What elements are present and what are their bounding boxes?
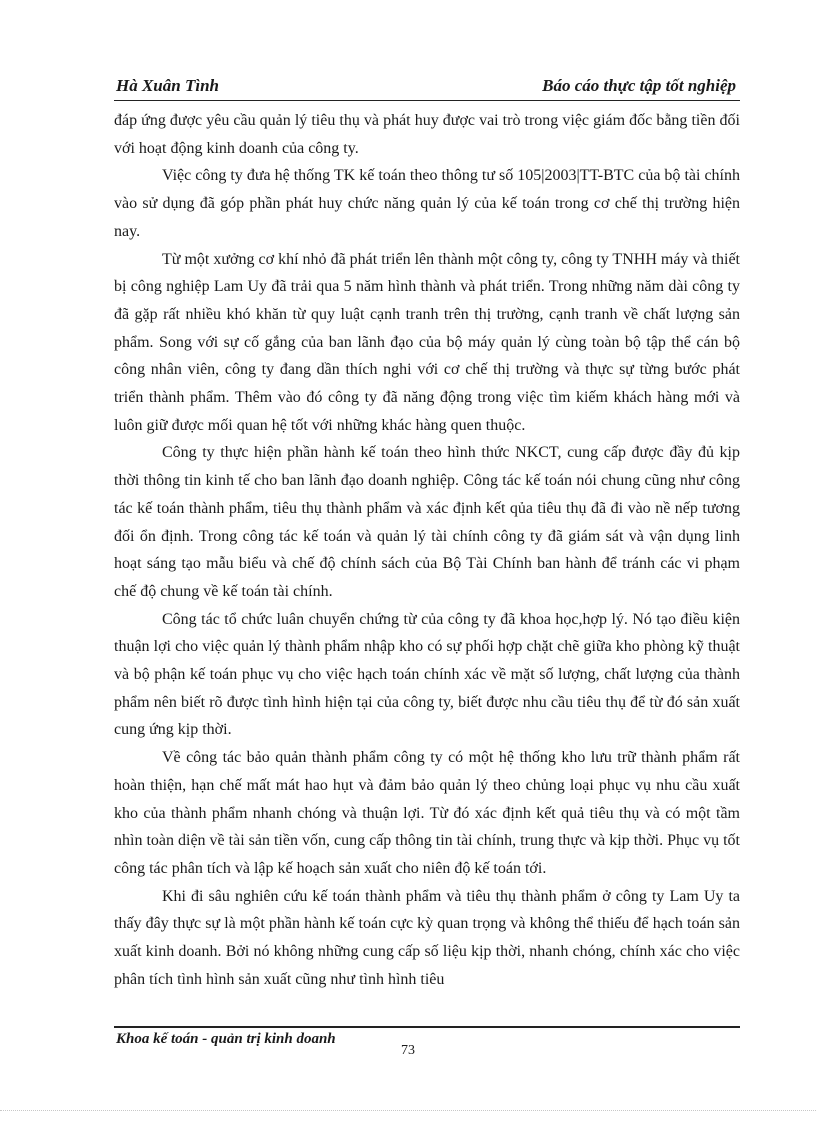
- paragraph: Về công tác bảo quản thành phẩm công ty có một hệ thống kho lưu trữ thành phẩm rất hoàn thiện, hạn chế mất mát hao hụt và đảm bảo quản lý theo chủng loại phục vụ nhu cầu xuất kho của thành phẩm nhanh chóng và thuận lợi. Từ đó xác định kết quả tiêu thụ và có một tầm nhìn toàn diện về tài sản tiền vốn, cung cấp thông tin tài chính, trung thực và kịp thời. Phục vụ tốt công tác phân tích và lập kế hoạch sản xuất cho niên độ kế toán tới.: [114, 749, 740, 877]
- paragraph: Công tác tổ chức luân chuyển chứng từ của công ty đã khoa học,hợp lý. Nó tạo điều kiện thuận lợi cho việc quản lý thành phẩm nhập kho có sự phối hợp chặt chẽ giữa kho phòng kỹ thuật và bộ phận kế toán phục vụ cho việc hạch toán chính xác về mặt số lượng, chất lượng của thành phẩm nên biết rõ được tình hình hiện tại của công ty, biết được nhu cầu tiêu thụ để từ đó sản xuất cung ứng kịp thời.: [114, 610, 740, 739]
- page-header: [114, 74, 740, 101]
- paragraph: Khi đi sâu nghiên cứu kế toán thành phẩm và tiêu thụ thành phẩm ở công ty Lam Uy ta thấy đây thực sự là một phần hành kế toán cực kỳ quan trọng và không thể thiếu để hạch toán sản xuất kinh doanh. Bởi nó không những cung cấp số liệu kịp thời, nhanh chóng, chính xác cho việc phân tích tình hình sản xuất cũng như tình hình tiêu: [114, 887, 740, 988]
- paragraph: Từ một xưởng cơ khí nhỏ đã phát triển lên thành một công ty, công ty TNHH máy và thiết bị công nghiệp Lam Uy đã trải qua 5 năm hình thành và phát triển. Trong những năm dài công ty đã gặp rất nhiều khó khăn từ quy luật cạnh tranh trên thị trường, cạnh tranh về chất lượng sản phẩm. Song với sự cố gắng của ban lãnh đạo của bộ máy quản lý cùng toàn bộ tập thể cán bộ công nhân viên, công ty đang dần thích nghi với cơ chế thị trường và thực sự từng bước phát triển thành phẩm. Thêm vào đó công ty đã năng động trong việc tìm kiếm khách hàng mới và luôn giữ được mối quan hệ tốt với những khác hàng quen thuộc.: [114, 250, 740, 434]
- header-title: Báo cáo thực tập tốt nghiệp: [542, 76, 736, 95]
- paragraph: Việc công ty đưa hệ thống TK kế toán theo thông tư số 105|2003|TT-BTC của bộ tài chính vào sử dụng đã góp phần phát huy chức năng quản lý của kế toán trong cơ chế thị trường hiện nay.: [114, 167, 740, 240]
- body-text: [114, 107, 740, 994]
- page-number: 73: [401, 1043, 415, 1058]
- footer-department: Khoa kế toán - quản trị kinh doanh: [116, 1031, 336, 1047]
- header-author: Hà Xuân Tình: [116, 76, 219, 95]
- paragraph: đáp ứng được yêu cầu quản lý tiêu thụ và phát huy được vai trò trong việc giám đốc bằng tiền đối với hoạt động kinh doanh của công ty.: [114, 112, 740, 157]
- footer-divider: [114, 1026, 740, 1028]
- paragraph: Công ty thực hiện phần hành kế toán theo hình thức NKCT, cung cấp được đầy đủ kịp thời thông tin kinh tế cho ban lãnh đạo doanh nghiệp. Công tác kế toán nói chung cũng như công tác kế toán thành phẩm, tiêu thụ thành phẩm và xác định kết qủa tiêu thụ đã đi vào nề nếp tương đối ổn định. Trong công tác kế toán và quản lý tài chính công ty đã giám sát và vận dụng linh hoạt sáng tạo mẫu biểu và chế độ chính sách của Bộ Tài Chính ban hành để tránh các vi phạm chế độ chung về kế toán tài chính.: [114, 444, 740, 600]
- page-bottom-border: [0, 1110, 816, 1111]
